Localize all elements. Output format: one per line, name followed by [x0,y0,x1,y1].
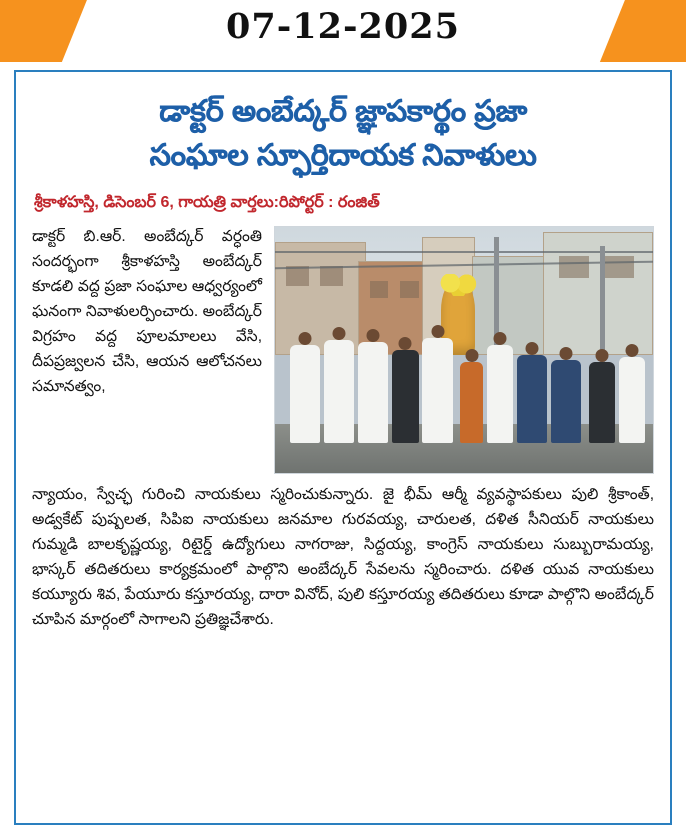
photo-person-head [367,329,380,342]
article-frame [14,70,672,825]
photo-window [286,266,309,286]
photo-person [324,340,354,443]
photo-person-head [299,332,312,345]
photo-person-head [399,337,412,350]
photo-window [559,256,589,278]
photo-person [422,338,452,444]
photo-person-head [626,344,639,357]
photo-person [290,345,320,443]
photo-person [460,362,483,443]
photo-person [358,342,388,443]
photo-person-head [465,349,478,362]
article-body-continued: న్యాయం, స్వేచ్ఛ గురించి నాయకులు స్మరించుకున్నారు. జై భీమ్ ఆర్మీ వ్యవస్థాపకులు పులి శ్రీకాంత్, అడ్వకేట్ పుష్పలత, సిపిఐ నాయకులు జనమాల గురవయ్య, చారులత, దళిత సీనియర్ నాయకులు గుమ్మడి బాలకృష్ణయ్య, రిటైర్డ్ ఉద్యోగులు నాగరాజు, సిద్దయ్య, కాంగ్రెస్ నాయకులు సుబ్బురామయ్య, భాస్కర్ తదితరులు కార్యక్రమంలో పాల్గొని అంబేద్కర్ సేవలను స్మరించారు. దళిత యువ నాయకులు కయ్యూరు శివ, పేయూరు కస్తూరయ్య, దారా వినోద్, పులి కస్తూరయ్య తదితరులు కూడా పాల్గొని అంబేద్కర్ చూపిన మార్గంలో సాగాలని ప్రతిజ్ఞచేశారు. [32,485,654,629]
photo-person-head [595,349,608,362]
date-banner [0,0,686,62]
article-body [32,224,654,633]
photo-person-head [431,325,444,338]
photo-person [392,350,418,443]
photo-building-5 [543,232,653,355]
photo-person [487,345,513,443]
article-headline [36,90,650,177]
photo-person [589,362,615,443]
photo-building-4 [472,256,548,354]
photo-person-head [493,332,506,345]
photo-person [517,355,547,444]
ambedkar-statue-tribute-photo [274,226,654,474]
photo-window [604,256,634,278]
banner-date: 07-12-2025 [226,6,460,47]
photo-power-wire [275,251,653,253]
photo-person-head [526,342,539,355]
headline-line-2: సంఘాల స్ఫూర్తిదాయక నివాళులు [149,138,537,172]
headline-line-1: డాక్టర్ అంబేద్కర్ జ్ఞాపకార్థం ప్రజా [159,95,527,128]
photo-building-1 [275,242,366,355]
photo-window [370,281,389,298]
photo-person-head [560,347,573,360]
article-body-column: డాక్టర్ బి.ఆర్. అంబేద్కర్ వర్ధంతి సందర్భంగా శ్రీకాళహస్తి అంబేద్కర్ కూడలి వద్ద ప్రజా సంఘాల ఆధ్వర్యంలో ఘనంగా నివాళులర్పించారు. అంబేద్కర్ విగ్రహం వద్ద పూలమాలలు వేసి, దీపప్రజ్వలన చేసి, ఆయన ఆలోచనలు సమానత్వం, [32,227,262,396]
photo-flower-garland [438,274,480,296]
photo-window [320,266,343,286]
photo-person [551,360,581,444]
article-dateline: శ్రీకాళహస్తి, డిసెంబర్ 6, గాయత్రి వార్తలు:రిపోర్టర్ : రంజిత్ [34,194,380,211]
photo-person-head [333,327,346,340]
photo-window [400,281,419,298]
photo-person [619,357,645,443]
